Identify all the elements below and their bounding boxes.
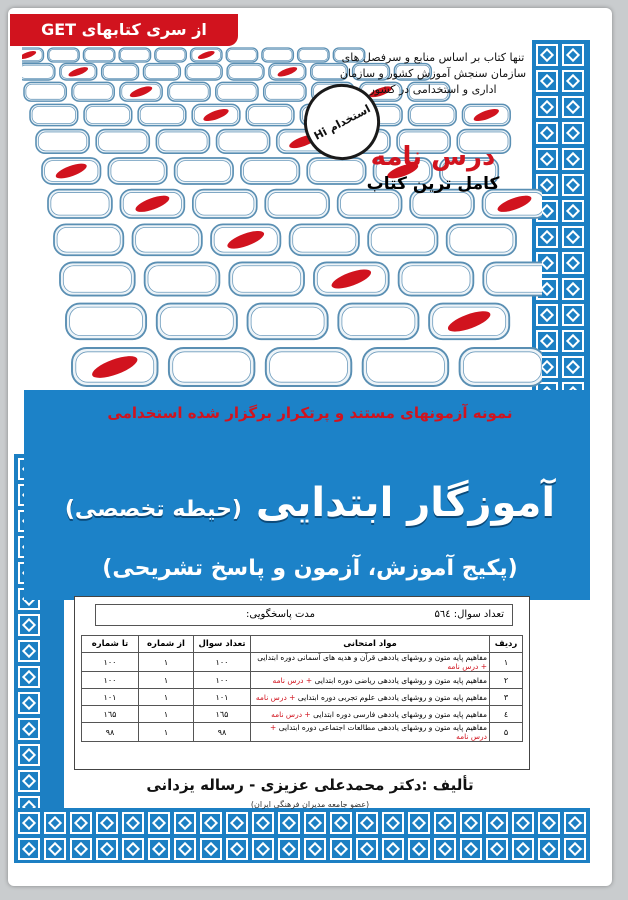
border-tile [460,838,482,860]
border-tile [382,812,404,834]
can-inner [229,65,263,78]
row-index: ٤ [490,706,523,723]
subject-tag: + درس نامه [255,692,296,702]
border-tile [122,812,144,834]
border-tile [562,174,584,196]
border-tile [562,226,584,248]
border-tile [356,838,378,860]
exam-table-box [74,596,530,770]
main-title [8,480,612,526]
can-inner [111,161,164,182]
row-from: ۱ [139,689,194,706]
subject-text: مفاهیم پایه متون و روشهای یاددهی قرآن و هدیه های آسمانی دوره ابتدایی [257,653,487,662]
can-inner [99,132,147,151]
package-line: (پکیج آموزش، آزمون و پاسخ تشریحی) [102,556,518,581]
border-tile [174,812,196,834]
border-tile [44,812,66,834]
border-tile [562,278,584,300]
can-inner [487,266,542,293]
border-tile [18,666,40,688]
bottom-border-pattern [14,808,590,863]
border-tile [70,812,92,834]
border-tile [434,812,456,834]
can-inner [177,161,230,182]
can-inner [413,192,471,215]
border-tile [434,838,456,860]
can-inner [74,84,113,99]
subject-text: مفاهیم پایه متون و روشهای یاددهی علوم تجربی دوره ابتدایی [297,692,487,702]
border-tile [278,812,300,834]
row-count: ۹۸ [194,723,251,742]
can-inner [32,107,75,124]
border-tile [538,838,560,860]
border-tile [564,812,586,834]
row-subject [251,653,490,672]
can-inner [233,266,301,293]
can-inner [187,65,221,78]
border-tile [512,838,534,860]
affiliation: (عضو جامعه مدیران فرهنگی ایران) [250,800,370,809]
border-tile [18,640,40,662]
can-inner [121,49,150,60]
row-count: ۱۰۰ [194,653,251,672]
can-inner [57,227,120,252]
main-title-suffix: (حیطه تخصصی) [64,497,242,522]
can-inner [463,352,541,382]
table-header-row [82,636,523,653]
table-row [82,653,523,672]
can-inner [251,307,324,335]
row-from: ۱ [139,672,194,689]
border-tile [460,812,482,834]
can-inner [51,192,109,215]
subject-tag: + درس نامه [272,675,313,685]
header-cell: مواد امتحانی [251,636,490,653]
can-inner [156,49,185,60]
border-tile [486,838,508,860]
can-inner [145,65,179,78]
series-badge: از سری کتابهای GET [10,14,238,46]
can-inner [268,192,326,215]
border-tile [330,812,352,834]
border-tile [18,838,40,860]
seal-text: Hi استخدام [311,101,373,143]
question-count: تعداد سوال: ۵٦٤ [434,609,504,620]
can-inner [86,107,129,124]
can-inner [85,49,114,60]
border-tile [408,812,430,834]
subject-tag: + درس نامه [271,709,311,719]
header-cell: تعداد سوال [194,636,251,653]
subject-text: مفاهیم پایه متون و روشهای یاددهی مطالعات اجتماعی دوره ابتدایی [278,723,487,732]
border-tile [200,812,222,834]
border-tile [486,812,508,834]
subtitle: نمونه آزمونهای مستند و پرتکرار برگزار شده استخدامی [107,404,513,422]
border-tile [562,200,584,222]
border-tile [200,838,222,860]
can-inner [140,107,183,124]
border-tile [512,812,534,834]
can-inner [219,132,267,151]
row-subject [251,706,490,723]
can-inner [341,192,399,215]
row-to: ۱۰۰ [82,672,139,689]
can-inner [367,352,445,382]
border-tile [562,330,584,352]
border-tile [356,812,378,834]
subject-text: مفاهیم پایه متون و روشهای یاددهی ریاضی دوره ابتدایی [314,675,487,685]
can-inner [49,49,78,60]
border-tile [44,838,66,860]
border-tile [538,812,560,834]
header-cell: تا شماره [82,636,139,653]
row-subject [251,672,490,689]
can-inner [342,307,415,335]
subject-tag: + درس نامه [270,723,487,741]
border-tile [408,838,430,860]
row-from: ۱ [139,653,194,672]
row-count: ۱۰۰ [194,672,251,689]
border-tile [18,718,40,740]
row-to: ۱۰۰ [82,653,139,672]
tagline: تنها کتاب بر اساس منابع و سرفصل های سازمان سنجش آموزش کشور و سازمان اداری و استخدامی در کشور [339,51,527,96]
question-bar [95,604,513,626]
header-cell: از شماره [139,636,194,653]
row-subject [251,689,490,706]
can-inner [228,49,257,60]
row-count: ۱٦۵ [194,706,251,723]
subject-tag: + درس نامه [447,662,487,671]
can-inner [196,192,254,215]
answer-time: مدت پاسخگویی: [246,609,316,620]
border-tile [562,44,584,66]
border-tile [278,838,300,860]
can-inner [218,84,257,99]
brand-block [338,48,528,194]
border-tile [304,838,326,860]
row-to: ۱٦۵ [82,706,139,723]
border-tile [18,812,40,834]
row-to: ۹۸ [82,723,139,742]
table-row [82,706,523,723]
border-tile [70,838,92,860]
border-tile [562,356,584,378]
can-inner [136,227,199,252]
can-inner [70,307,143,335]
border-tile [304,812,326,834]
subject-text: مفاهیم پایه متون و روشهای یاددهی فارسی دوره ابتدایی [313,709,487,719]
border-tile [148,838,170,860]
can-inner [450,227,513,252]
can-inner [173,352,251,382]
border-tile [562,122,584,144]
can-inner [244,161,297,182]
row-to: ۱۰۱ [82,689,139,706]
can-inner [160,307,233,335]
row-subject [251,723,490,742]
border-tile [382,838,404,860]
row-from: ۱ [139,723,194,742]
border-tile [562,304,584,326]
can-inner [371,227,434,252]
border-tile [562,148,584,170]
border-tile [96,838,118,860]
border-tile [226,838,248,860]
border-tile [564,838,586,860]
can-inner [270,352,348,382]
row-from: ۱ [139,706,194,723]
brand-name: درس نامه [370,142,496,172]
border-tile [252,812,274,834]
can-inner [299,49,328,60]
border-tile [18,744,40,766]
authors: تألیف :دکتر محمدعلی عزیزی - رساله یزدانی [146,776,474,794]
header-cell: ردیف [490,636,523,653]
border-tile [562,96,584,118]
can-inner [63,266,131,293]
can-inner [38,132,86,151]
can-inner [263,49,292,60]
border-tile [18,692,40,714]
border-tile [148,812,170,834]
border-tile [226,812,248,834]
row-count: ۱۰۱ [194,689,251,706]
row-index: ۱ [490,653,523,672]
main-title-text: آموزگار ابتدایی [255,480,556,526]
border-tile [18,614,40,636]
border-tile [562,252,584,274]
border-tile [562,70,584,92]
row-index: ۳ [490,689,523,706]
can-inner [26,84,65,99]
row-index: ۲ [490,672,523,689]
border-tile [174,838,196,860]
can-inner [248,107,291,124]
can-inner [159,132,207,151]
border-tile [252,838,274,860]
row-index: ۵ [490,723,523,742]
can-inner [148,266,216,293]
table-row [82,672,523,689]
can-inner [402,266,470,293]
can-inner [22,65,53,78]
border-tile [122,838,144,860]
can-inner [293,227,356,252]
brand-slogan: کامل ترین کتاب [366,174,500,194]
can-inner [170,84,209,99]
can-inner [266,84,305,99]
table-row [82,689,523,706]
border-tile [96,812,118,834]
exam-table [81,635,523,742]
table-row [82,723,523,742]
can-inner [103,65,137,78]
border-tile [330,838,352,860]
book-cover [8,8,612,886]
